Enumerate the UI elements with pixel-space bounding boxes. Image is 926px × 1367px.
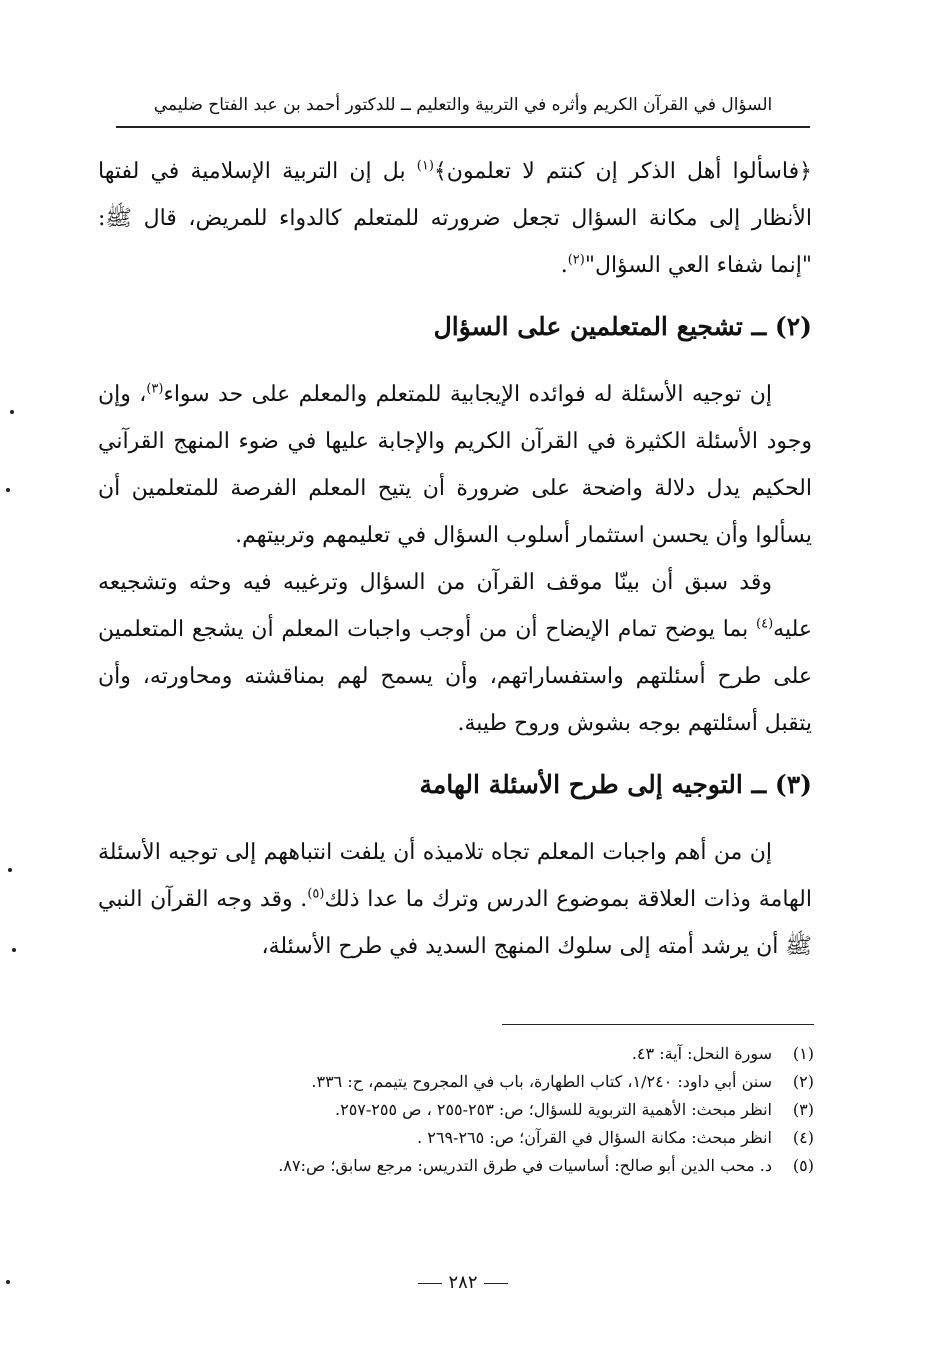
running-header: السؤال في القرآن الكريم وأثره في التربية والتعليم ــ للدكتور أحمد بن عبد الفتاح ضليمي [153,95,773,115]
footnote-number: (٢) [792,1072,814,1091]
footnotes [150,1040,814,1180]
paragraph-3-rest: بما يوضح تمام الإيضاح أن من أوجب واجبات المعلم أن يشجع المتعلمين على طرح أسئلتهم واستفساراتهم، وأن يسمح لهم بمناقشته ومحاورته، وأن يتقبل أسئلتهم بوجه بشوش وروح طيبة. [98,617,812,736]
paragraph-2-text: إن توجيه الأسئلة له فوائده الإيجابية للمتعلم والمعلم على حد سواء [163,382,772,407]
footnote-ref-2: (٢) [567,252,585,268]
page-number-dash [418,1283,442,1284]
paragraph-1-text: بل إن التربية الإسلامية في لفتها الأنظار إلى مكانة السؤال تجعل ضرورته للمتعلم كالدواء للمريض، قال ﷺ: "إنما شفاء العي السؤال" [98,159,812,278]
footnote-text: سورة النحل: آية: ٤٣. [631,1044,772,1063]
footnote-text: د. محب الدين أبو صالح: أساسيات في طرق التدريس: مرجع سابق؛ ص:٨٧. [278,1156,772,1175]
scan-speck [12,948,16,952]
footnote-ref-4: (٤) [756,616,774,632]
paragraph-1 [98,148,812,289]
paragraph-3-text: وقد سبق أن بينّا موقف القرآن من السؤال وترغيبه فيه وحثه وتشجيعه عليه [98,570,812,642]
footnote-item [150,1152,814,1180]
footnote-number: (٤) [792,1128,814,1147]
footnote-item [150,1096,814,1124]
quran-quote: ﴿فاسألوا أهل الذكر إن كنتم لا تعلمون﴾ [433,159,812,184]
scan-speck [6,1280,10,1284]
scan-speck [8,868,12,872]
footnote-item [150,1124,814,1152]
footnote-ref-1: (١) [416,158,434,174]
paragraph-4-rest: . وقد وجه القرآن النبي ﷺ أن يرشد أمته إلى سلوك المنهج السديد في طرح الأسئلة، [98,887,812,959]
footnote-item [150,1068,814,1096]
page-number-dash [484,1283,508,1284]
footnote-rule [502,1024,814,1025]
paragraph-4-text: إن من أهم واجبات المعلم تجاه تلاميذه أن يلفت انتباههم إلى توجيه الأسئلة الهامة وذات العلاقة بموضوع الدرس وترك ما عدا ذلك [98,840,812,912]
page-number-value: ٢٨٢ [448,1272,478,1293]
scan-speck [6,488,10,492]
footnote-item [150,1040,814,1068]
footnote-ref-5: (٥) [307,886,325,902]
paragraph-1-end: . [560,253,568,278]
header-rule [116,126,810,128]
footnote-number: (٥) [792,1156,814,1175]
page-number [0,1272,926,1293]
footnote-number: (١) [792,1044,814,1063]
paragraph-2-rest: ، وإن وجود الأسئلة الكثيرة في القرآن الكريم والإجابة عليها في ضوء المنهج القرآني الحكيم يدل دلالة واضحة على ضرورة أن يتيح المعلم الفرصة للمتعلمين أن يسألوا وأن يحسن استثمار أسلوب السؤال في تعليمهم وتربيتهم. [98,382,812,548]
footnote-number: (٣) [792,1100,814,1119]
footnote-ref-3: (٣) [146,381,164,397]
footnote-text: انظر مبحث: الأهمية التربوية للسؤال؛ ص: ٢٥٣-٢٥٥ ، ص ٢٥٥-٢٥٧. [335,1100,772,1119]
section-heading-2: (٢) ــ تشجيع المتعلمين على السؤال [433,312,812,341]
main-text [98,148,812,970]
footnote-text: انظر مبحث: مكانة السؤال في القرآن؛ ص: ٢٦٥-٢٦٩ . [417,1128,772,1147]
paragraph-4 [98,829,812,970]
footnote-text: سنن أبي داود: ١/٢٤٠، كتاب الطهارة، باب في المجروح يتيمم، ح: ٣٣٦. [311,1072,772,1091]
paragraph-2 [98,371,812,559]
scan-speck [10,410,14,414]
section-heading-3: (٣) ــ التوجيه إلى طرح الأسئلة الهامة [419,770,812,799]
paragraph-3 [98,559,812,747]
